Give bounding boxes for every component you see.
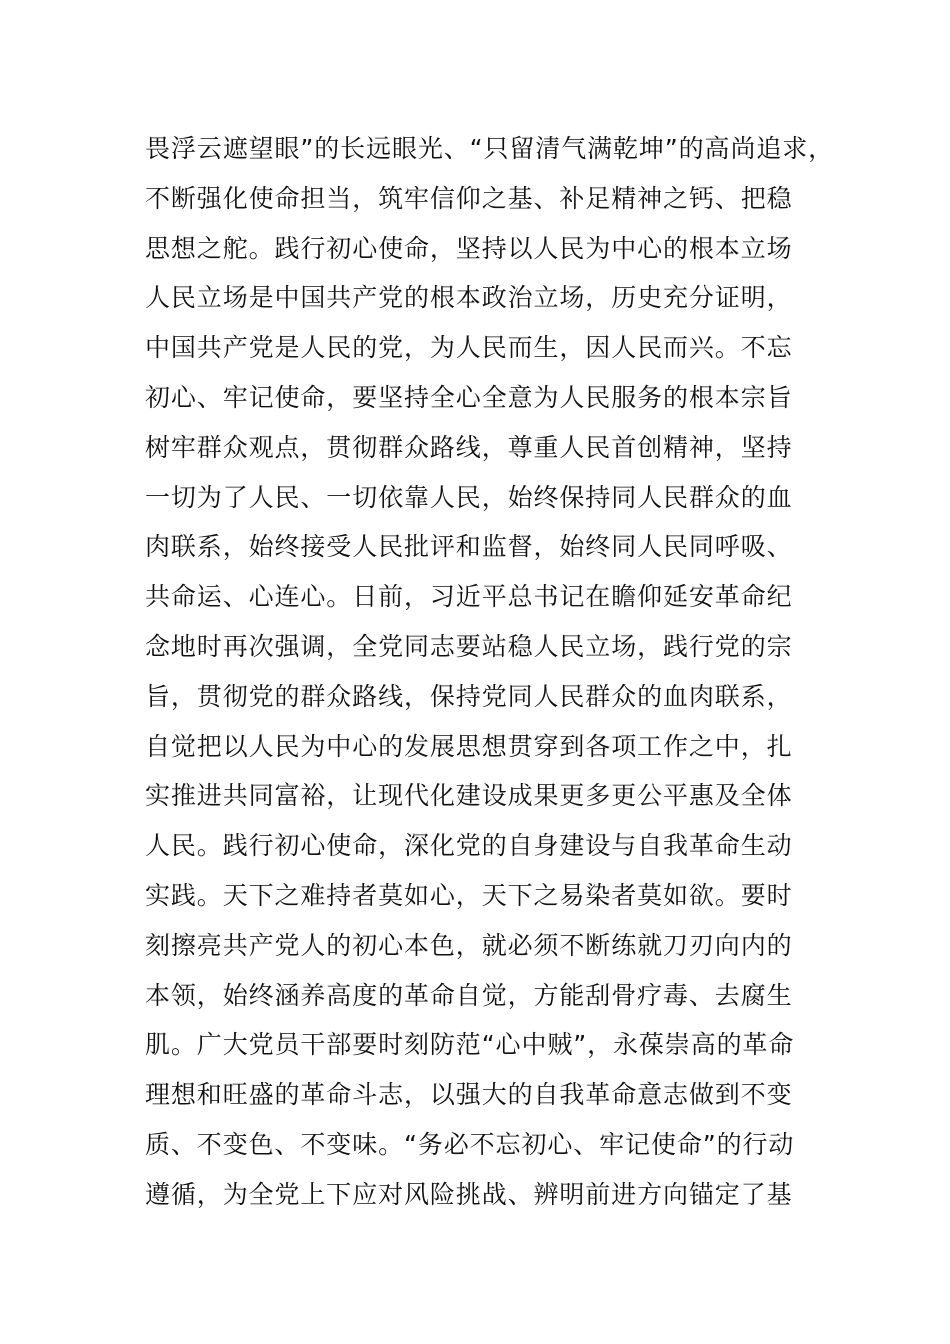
text-line-15: 人民。践行初心使命，深化党的自身建设与自我革命生动 <box>145 831 793 861</box>
text-line-12: 旨，贯彻党的群众路线，保持党同人民群众的血肉联系， <box>145 681 793 711</box>
text-line-18: 本领，始终涵养高度的革命自觉，方能刮骨疗毒、去腐生 <box>145 980 793 1010</box>
text-line-11: 念地时再次强调，全党同志要站稳人民立场，践行党的宗 <box>145 631 793 661</box>
text-line-5: 中国共产党是人民的党，为人民而生，因人民而兴。不忘 <box>145 333 793 363</box>
text-line-6: 初心、牢记使命，要坚持全心全意为人民服务的根本宗旨 <box>145 382 793 412</box>
text-line-9: 肉联系，始终接受人民批评和监督，始终同人民同呼吸、 <box>145 532 793 562</box>
text-line-1: 畏浮云遮望眼”的长远眼光、“只留清气满乾坤”的高尚追求， <box>145 134 835 163</box>
text-line-10: 共命运、心连心。日前，习近平总书记在瞻仰延安革命纪 <box>145 582 793 612</box>
text-line-8: 一切为了人民、一切依靠人民，始终保持同人民群众的血 <box>145 482 793 512</box>
text-line-16: 实践。天下之难持者莫如心，天下之易染者莫如欲。要时 <box>145 880 793 910</box>
text-line-17: 刻擦亮共产党人的初心本色，就必须不断练就刀刃向内的 <box>145 930 793 960</box>
text-line-21: 质、不变色、不变味。“务必不忘初心、牢记使命”的行动 <box>145 1129 795 1159</box>
text-line-7: 树牢群众观点，贯彻群众路线，尊重人民首创精神，坚持 <box>145 432 793 462</box>
body-text <box>145 124 835 1220</box>
text-line-19: 肌。广大党员干部要时刻防范“心中贼”，永葆崇高的革命 <box>145 1030 795 1060</box>
text-line-20: 理想和旺盛的革命斗志，以强大的自我革命意志做到不变 <box>145 1080 793 1110</box>
text-line-13: 自觉把以人民为中心的发展思想贯穿到各项工作之中，扎 <box>145 731 793 761</box>
text-line-22: 遵循，为全党上下应对风险挑战、辨明前进方向锚定了基 <box>145 1179 793 1209</box>
text-line-2: 不断强化使命担当，筑牢信仰之基、补足精神之钙、把稳 <box>145 183 793 213</box>
text-line-3: 思想之舵。践行初心使命，坚持以人民为中心的根本立场 <box>145 233 793 263</box>
text-line-14: 实推进共同富裕，让现代化建设成果更多更公平惠及全体 <box>145 781 793 811</box>
text-line-4: 人民立场是中国共产党的根本政治立场，历史充分证明， <box>145 283 793 313</box>
